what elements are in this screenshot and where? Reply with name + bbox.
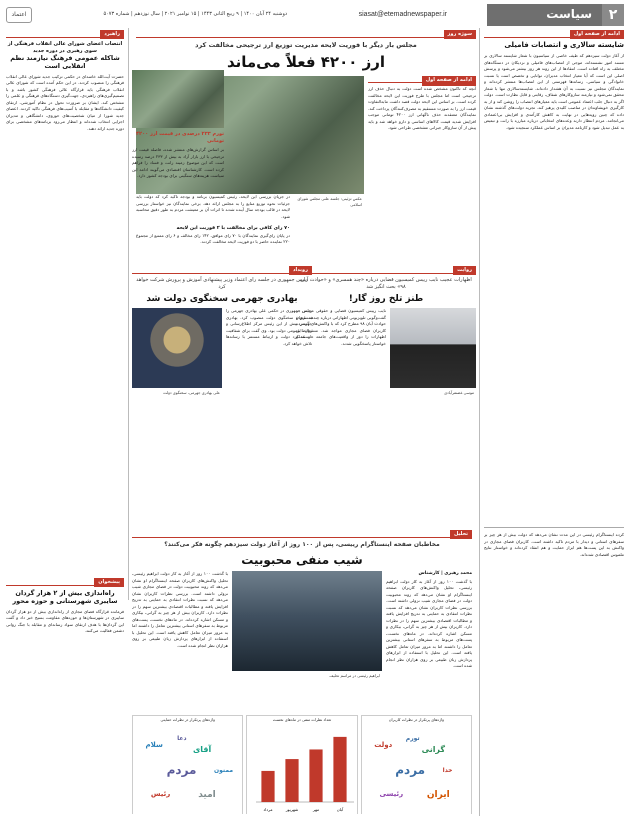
cloud-word: رئیس — [150, 790, 171, 799]
tick-label: آبان — [336, 806, 344, 812]
raisi-caption: ابراهیم رئیسی در مراسم تحلیف — [329, 673, 380, 679]
analysis-body-2: با گذشت ۱۰۰ روز از آغاز به کار دولت ابراهیم رئیسی، تحلیل واکنش‌های کاربران صفحه اینستاگرام او نشان می‌دهد که روند محبوبیت دولت در فضای مجازی شیب نزولی داشته است. بررسی نظرات کاربران نشان می‌دهد که نسبت نظرات انتقادی به حمایتی به تدریج افزایش یافته و مطالبات اقتصادی بیشترین سهم را در نظرات دارد. کاربران بیش از هر چیز به گرانی، بیکاری و مسکن اشاره کرده‌اند. در ماه‌های نخست، پست‌های مربوط به سفرهای استانی بیشترین تعامل را داشتند اما به مرور میزان تعامل کاهش یافته است. این تحلیل با استفاده از ابزارهای پردازش زبان طبیعی بر روی هزاران نظر انجام شده است. — [132, 571, 228, 648]
right-column — [484, 30, 624, 814]
cloud-word: آقای — [192, 745, 212, 755]
word-cloud-a-words — [364, 726, 469, 814]
cloud-word: مردم — [395, 763, 426, 778]
analysis-story — [132, 530, 472, 814]
section-tag: رویداد — [289, 266, 312, 275]
spokesman-caption: علی بهادری جهرمی، سخنگوی دولت — [163, 390, 220, 396]
bar — [285, 759, 298, 802]
article-headline: شایسته سالاری و انتصابات فامیلی — [504, 41, 624, 49]
left-subheadline: شاکله عمومی فرهنگ نیازمند نظم انقلابی است — [10, 54, 120, 71]
page-header — [6, 4, 624, 26]
side-headline: تورم ۲۳۳ درصدی در قیمت ارز ۴۲۰۰ تومانی — [136, 131, 224, 144]
photo-caption: عکس تزئینی: جلسه علنی مجلس شورای اسلامی — [297, 196, 362, 207]
bar-chart-svg — [248, 724, 356, 814]
side-story — [132, 70, 224, 260]
cloud-word: دولت — [374, 740, 393, 749]
section-tag: روایت — [453, 266, 476, 275]
tick-label: مرداد — [263, 806, 273, 812]
chart-title: واژه‌های پرتکرار در نظرات حمایتی — [160, 717, 215, 723]
word-cloud-b — [132, 715, 243, 814]
analysis-author: محمد رهبری | کارشناس — [418, 571, 472, 577]
left-body: حضرت آیت‌الله خامنه‌ای در حکمی ترکیب جدید شورای عالی انقلاب فرهنگی را منصوب کردند. در این حکم آمده است که شورای عالی انقلاب فرهنگی باید قرارگاه عالی فرهنگی کشور باشد و با تصمیم‌گیری‌های راهبردی، جهت‌گیری دستگاه‌های فرهنگی و علمی را مشخص کند. ایشان بر ضرورت تحول در نظام آموزشی، ارتقای کیفیت دانشگاه‌ها و مقابله با آسیب‌های فرهنگی تاکید کردند. اعضای جدید شورا از میان شخصیت‌های حوزوی، دانشگاهی و مدیران اجرایی انتخاب شده‌اند و انتظار می‌رود برنامه‌های مشخصی برای دوره جدید ارائه دهند. — [6, 73, 124, 131]
analysis-kicker: مخاطبان صفحه اینستاگرام رییسی، پس از ۱۰۰ روز از آغاز دولت سیزدهم چگونه فکر می‌کنند؟ — [164, 541, 440, 548]
lead-body-c: در پایان رای‌گیری نمایندگان با ۷۰ رای موافق، ۱۴۲ رای مخالف و ۶ رای ممتنع از مجموع ۲۲۰ نماینده حاضر با دو فوریت لایحه مخالفت کردند. — [136, 232, 290, 245]
cloud-word: خدا — [442, 766, 453, 774]
lead-subheadline: ۷۰ رای کافی برای مخالفت با ۲ فوریت این لایحه — [176, 226, 290, 232]
tick-label: شهریور — [285, 806, 299, 812]
lead-body-b: در جریان بررسی این لایحه، رئیس کمیسیون برنامه و بودجه تاکید کرد که دولت باید جزئیات نحوه توزیع منابع را به مجلس ارائه دهد. برخی نمایندگان نیز خواستار بررسی لایحه در قالب بودجه سال آینده شدند تا اثرات آن بر معیشت مردم به طور دقیق محاسبه شود. — [136, 194, 290, 219]
statement-kicker: اظهارات عجیب نایب رییس کمیسیون قضایی درباره «چند همسری» و «حوادث آبان ۹۸» بحث انگیز شد — [300, 277, 472, 291]
cloud-word: امید — [198, 790, 216, 801]
cloud-word: گرانی — [421, 745, 446, 755]
cloud-word: سلام — [145, 740, 163, 749]
section-tag: ادامه از صفحه اول — [570, 30, 624, 39]
section-tag: سوژه روز — [444, 30, 477, 39]
word-cloud-b-words — [135, 726, 240, 814]
section-email[interactable]: siasat@etemadnewspaper.ir — [358, 10, 447, 18]
spokesman-kicker: رییس جمهوری در جلسه رای اعتماد وزیر پیشنهادی آموزش و پرورش شرکت خواهد کرد — [136, 277, 308, 291]
lead-body-a: آنچه که تاکنون مشخص شده است دولت به دنبال حذف ارز ترجیحی است اما مجلس با طرح فوریت این لایحه مخالفت کرده است. بر اساس این لایحه دولت قصد داشت مابه‌التفاوت قیمت ارز را به صورت مستقیم به مصرف‌کنندگان پرداخت کند. نمایندگان معتقدند حذف ناگهانی ارز ۴۲۰۰ تومانی موجب افزایش شدید قیمت کالاهای اساسی و دارو خواهد شد و باید پیش از آن سازوکار جبرانی مشخصی طراحی شود. — [368, 86, 476, 131]
cleric-caption: موسی غضنفرآبادی — [444, 390, 474, 396]
cloud-word: رئیسی — [379, 790, 404, 799]
article-body: از آغاز دولت سیزدهم که طیف خاصی از سیاسیون با شعار شایسته سالاری بر مسند امور نشسته‌اند، موجی از انتصاب‌های فامیلی و نزدیکان در دستگاه‌های مختلف به راه افتاده است. انتقادها از این روند هر روز بیشتر می‌شود و پرسش اصلی این است که آیا معیار انتخاب مدیران، توانایی و تخصص است یا نسبت خانوادگی و سیاسی. رسانه‌ها فهرستی از این انتصاب‌ها منتشر کرده‌اند و نمایندگان مجلس نیز نسبت به آن هشدار داده‌اند. شایسته‌سالاری تنها با شعار محقق نمی‌شود و نیازمند سازوکارهای شفاف، رقابتی و قابل نظارت است. دولت اگر به دنبال جلب اعتماد عمومی است باید معیارهای انتصاب را روشن کند و از به کارگیری خویشاوندان در مناصب کلیدی پرهیز کند. تجربه دولت‌های گذشته نشان داده که چنین رویه‌هایی در نهایت به کاهش کارآمدی و افزایش بی‌اعتمادی می‌انجامد. مردم انتظار دارند وعده‌های انتخاباتی درباره مبارزه با رانت و تبعیض به عمل تبدیل شود و کارنامه مدیران بر اساس عملکرد سنجیده شود. — [484, 53, 624, 130]
spokesman-body: رییس جمهوری در حکمی علی بهادری جهرمی را به عنوان سخنگوی دولت منصوب کرد. بهادری جهرمی پیش از این رئیس مرکز اطلاع‌رسانی و روابط عمومی دولت بود. وی گفت برای شفافیت در عملکرد دولت و ارتباط مستمر با رسانه‌ها تلاش خواهد کرد. — [226, 308, 312, 346]
left-body-2: فرمانده قرارگاه فضای مجازی از راه‌اندازی بیش از دو هزار گردان سایبری در شهرستان‌ها و حوزه‌های مقاومت بسیج خبر داد و گفت این گردان‌ها با هدف ارتقای سواد رسانه‌ای و مقابله با جنگ روانی دشمن فعالیت می‌کنند. — [6, 608, 124, 634]
side-body: بر اساس گزارش‌های منتشر شده، فاصله قیمت ارز ترجیحی با ارز بازار آزاد به بیش از ۲۳۳ درصد رسیده است که این موضوع زمینه رانت و فساد را فراهم کرده است. کارشناسان اقتصادی می‌گویند ادامه این سیاست هزینه‌های سنگینی برای بودجه کشور دارد. — [132, 147, 224, 178]
bar — [333, 736, 346, 801]
article-body-continued: کرده‌ اینستاگرام رئیسی در این مدت نشان می‌دهد که دولت بیش از هر چیز بر سفرهای استانی و دیدار با مردم تاکید داشته است. کاربران فضای مجازی در واکنش به این پست‌ها هم ابراز حمایت و هم انتقاد کرده‌اند و خواستار نتایج ملموس اقتصادی شده‌اند. — [484, 532, 624, 557]
continued-tag: ادامه از صفحه اول — [422, 76, 476, 85]
page-number: ۲ — [602, 4, 624, 26]
statement-headline: طنز تلخ روز گار! — [348, 293, 424, 304]
newspaper-logo: اعتماد — [6, 7, 32, 23]
spokesman-headline: بهادری جهرمی سخنگوی دولت شد — [146, 293, 298, 304]
spokesman-photo — [132, 308, 222, 388]
parliament-photo-small — [132, 70, 224, 128]
statement-body: نایب رییس کمیسیون قضایی و حقوقی مجلس در گفت‌وگویی تلویزیونی اظهاراتی درباره چندهمسری و حوادث آبان ۹۸ مطرح کرد که با واکنش‌های گسترده کاربران فضای مجازی مواجه شد. منتقدان این اظهارات را دور از واقعیت‌های جامعه دانستند و خواستار پاسخگویی شدند. — [296, 308, 386, 346]
spokesman-story — [132, 266, 312, 524]
left-headline-2: راه‌اندازی بیش از ۲ هزار گردان سایبری شهرستانی و حوزه محور — [12, 588, 118, 606]
section-tag: تحلیل — [450, 530, 472, 539]
lead-kicker: مجلس بار دیگر با فوریت لایحه مدیریت توزیع ارز ترجیحی مخالفت کرد — [195, 41, 417, 49]
lead-headline: ارز ۴۲۰۰ فعلاً می‌ماند — [226, 53, 386, 72]
left-column — [6, 30, 124, 814]
dateline: دوشنبه ۲۴ آبان ۱۴۰۰ | ۹ ربیع الثانی ۱۴۴۳ | ۱۵ نوامبر ۲۰۲۱ | سال نوزدهم | شماره ۵۰۷۳ — [103, 11, 288, 18]
analysis-headline: شیب منفی محبوبیت — [241, 552, 363, 567]
raisi-photo — [232, 571, 382, 671]
section-tag: پیشخوان — [94, 578, 124, 587]
chart-title: تعداد نظرات منفی در ماه‌های نخست — [272, 717, 332, 723]
bar — [261, 770, 274, 801]
bar-chart — [246, 715, 357, 814]
tick-label: مهر — [312, 806, 320, 812]
bar — [309, 749, 322, 802]
left-headline: انتصاب اعضای شورای عالی انقلاب فرهنگی از سوی رهبری در دوره جدید — [7, 41, 123, 54]
cloud-word: مردم — [166, 763, 197, 778]
cloud-word: دعا — [177, 735, 187, 743]
cloud-word: ممنون — [214, 766, 234, 774]
statement-story — [296, 266, 476, 524]
chart-title: واژه‌های پرتکرار در نظرات کاربران — [388, 717, 444, 723]
cloud-word: تورم — [405, 735, 420, 743]
analysis-body: با گذشت ۱۰۰ روز از آغاز به کار دولت ابراهیم رئیسی، تحلیل واکنش‌های کاربران صفحه اینستاگرام او نشان می‌دهد که روند محبوبیت دولت در فضای مجازی شیب نزولی داشته است. بررسی نظرات کاربران نشان می‌دهد که نسبت نظرات انتقادی به حمایتی به تدریج افزایش یافته و مطالبات اقتصادی بیشترین سهم را در نظرات دارد. کاربران بیش از هر چیز به گرانی، بیکاری و مسکن اشاره کرده‌اند. در ماه‌های نخست، پست‌های مربوط به سفرهای استانی بیشترین تعامل را داشتند اما به مرور میزان تعامل کاهش یافته است. این تحلیل با استفاده از ابزارهای پردازش زبان طبیعی بر روی هزاران نظر انجام شده است. — [386, 578, 472, 669]
word-cloud-a — [361, 715, 472, 814]
cleric-photo — [390, 308, 476, 388]
cloud-word: ایران — [426, 790, 450, 801]
section-title: سیاست — [487, 4, 602, 26]
section-tag: راهبرد — [100, 30, 124, 39]
